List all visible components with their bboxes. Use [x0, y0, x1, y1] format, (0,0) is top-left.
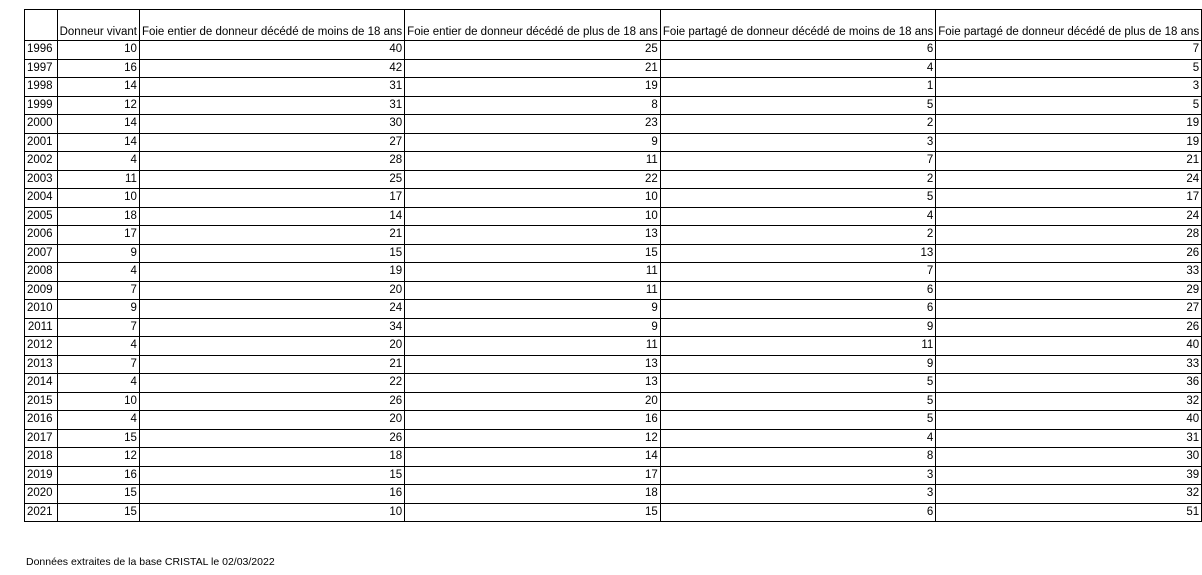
foie-partage-moins-18-cell: 1 — [660, 78, 935, 97]
foie-partage-plus-18-cell: 3 — [936, 78, 1202, 97]
foie-entier-plus-18-cell: 15 — [405, 244, 661, 263]
foie-entier-moins-18-cell: 26 — [139, 429, 404, 448]
year-cell: 2020 — [25, 485, 58, 504]
table-row — [25, 429, 1202, 448]
table-row — [25, 226, 1202, 245]
year-cell: 2015 — [25, 392, 58, 411]
donneur-vivant-cell: 10 — [57, 189, 139, 208]
foie-entier-moins-18-cell: 27 — [139, 133, 404, 152]
table-row — [25, 411, 1202, 430]
foie-partage-moins-18-cell: 3 — [660, 485, 935, 504]
foie-partage-moins-18-cell: 11 — [660, 337, 935, 356]
foie-entier-moins-18-cell: 15 — [139, 244, 404, 263]
year-cell: 2012 — [25, 337, 58, 356]
year-cell: 2001 — [25, 133, 58, 152]
foie-entier-plus-18-cell: 15 — [405, 503, 661, 522]
table-row — [25, 78, 1202, 97]
foie-entier-moins-18-cell: 14 — [139, 207, 404, 226]
table-row — [25, 485, 1202, 504]
foie-partage-moins-18-cell: 6 — [660, 300, 935, 319]
foie-entier-moins-18-cell: 20 — [139, 281, 404, 300]
table-row — [25, 281, 1202, 300]
year-cell: 2003 — [25, 170, 58, 189]
foie-partage-moins-18-cell: 6 — [660, 41, 935, 60]
donneur-vivant-cell: 14 — [57, 78, 139, 97]
donneur-vivant-cell: 15 — [57, 503, 139, 522]
foie-entier-moins-18-cell: 19 — [139, 263, 404, 282]
foie-partage-moins-18-cell: 7 — [660, 263, 935, 282]
donneur-vivant-cell: 7 — [57, 355, 139, 374]
foie-partage-moins-18-cell: 5 — [660, 189, 935, 208]
foie-entier-moins-18-cell: 42 — [139, 59, 404, 78]
foie-entier-plus-18-cell: 13 — [405, 226, 661, 245]
donneur-vivant-cell: 14 — [57, 133, 139, 152]
table-row — [25, 337, 1202, 356]
foie-entier-moins-18-cell: 30 — [139, 115, 404, 134]
header-row — [25, 10, 1202, 41]
foie-entier-plus-18-cell: 19 — [405, 78, 661, 97]
donneur-vivant-cell: 7 — [57, 318, 139, 337]
foie-partage-moins-18-cell: 9 — [660, 355, 935, 374]
header-foie-partage-plus-18: Foie partagé de donneur décédé de plus de 18 ans — [936, 10, 1202, 41]
foie-entier-moins-18-cell: 31 — [139, 96, 404, 115]
foie-entier-moins-18-cell: 24 — [139, 300, 404, 319]
foie-entier-plus-18-cell: 21 — [405, 59, 661, 78]
source-footnote: Données extraites de la base CRISTAL le 02/03/2022 — [26, 556, 275, 568]
foie-partage-moins-18-cell: 3 — [660, 466, 935, 485]
foie-partage-plus-18-cell: 17 — [936, 189, 1202, 208]
donneur-vivant-cell: 4 — [57, 152, 139, 171]
year-cell: 2016 — [25, 411, 58, 430]
foie-entier-plus-18-cell: 9 — [405, 318, 661, 337]
year-cell: 2005 — [25, 207, 58, 226]
donneur-vivant-cell: 12 — [57, 448, 139, 467]
foie-partage-moins-18-cell: 4 — [660, 429, 935, 448]
table-row — [25, 41, 1202, 60]
foie-entier-plus-18-cell: 8 — [405, 96, 661, 115]
foie-entier-plus-18-cell: 11 — [405, 152, 661, 171]
table-row — [25, 96, 1202, 115]
foie-partage-plus-18-cell: 29 — [936, 281, 1202, 300]
header-foie-entier-moins-18: Foie entier de donneur décédé de moins de 18 ans — [139, 10, 404, 41]
table-row — [25, 244, 1202, 263]
donneur-vivant-cell: 18 — [57, 207, 139, 226]
foie-entier-moins-18-cell: 21 — [139, 355, 404, 374]
foie-entier-plus-18-cell: 17 — [405, 466, 661, 485]
header-corner — [25, 10, 58, 41]
foie-entier-plus-18-cell: 13 — [405, 374, 661, 393]
year-cell: 2021 — [25, 503, 58, 522]
table-row — [25, 59, 1202, 78]
year-cell: 2019 — [25, 466, 58, 485]
foie-partage-moins-18-cell: 6 — [660, 281, 935, 300]
header-foie-entier-plus-18: Foie entier de donneur décédé de plus de 18 ans — [405, 10, 661, 41]
donneur-vivant-cell: 4 — [57, 411, 139, 430]
foie-entier-moins-18-cell: 21 — [139, 226, 404, 245]
foie-partage-moins-18-cell: 4 — [660, 59, 935, 78]
foie-entier-moins-18-cell: 17 — [139, 189, 404, 208]
foie-partage-plus-18-cell: 33 — [936, 263, 1202, 282]
year-cell: 1999 — [25, 96, 58, 115]
table-row — [25, 207, 1202, 226]
donneur-vivant-cell: 12 — [57, 96, 139, 115]
foie-partage-moins-18-cell: 2 — [660, 115, 935, 134]
foie-partage-moins-18-cell: 13 — [660, 244, 935, 263]
table-row — [25, 503, 1202, 522]
donneur-vivant-cell: 9 — [57, 244, 139, 263]
donneur-vivant-cell: 10 — [57, 41, 139, 60]
table-row — [25, 466, 1202, 485]
foie-partage-plus-18-cell: 28 — [936, 226, 1202, 245]
foie-entier-moins-18-cell: 34 — [139, 318, 404, 337]
foie-entier-plus-18-cell: 20 — [405, 392, 661, 411]
foie-entier-moins-18-cell: 15 — [139, 466, 404, 485]
foie-partage-moins-18-cell: 5 — [660, 96, 935, 115]
year-cell: 2007 — [25, 244, 58, 263]
table-row — [25, 374, 1202, 393]
donneur-vivant-cell: 11 — [57, 170, 139, 189]
foie-entier-plus-18-cell: 11 — [405, 337, 661, 356]
foie-partage-moins-18-cell: 2 — [660, 170, 935, 189]
year-cell: 1997 — [25, 59, 58, 78]
year-cell: 2017 — [25, 429, 58, 448]
donneur-vivant-cell: 15 — [57, 429, 139, 448]
year-cell: 2002 — [25, 152, 58, 171]
foie-partage-moins-18-cell: 9 — [660, 318, 935, 337]
foie-partage-plus-18-cell: 5 — [936, 59, 1202, 78]
foie-partage-plus-18-cell: 33 — [936, 355, 1202, 374]
table-row — [25, 152, 1202, 171]
donneur-vivant-cell: 17 — [57, 226, 139, 245]
foie-partage-plus-18-cell: 24 — [936, 207, 1202, 226]
foie-entier-plus-18-cell: 25 — [405, 41, 661, 60]
foie-partage-plus-18-cell: 26 — [936, 318, 1202, 337]
foie-entier-plus-18-cell: 18 — [405, 485, 661, 504]
donneur-vivant-cell: 16 — [57, 59, 139, 78]
foie-entier-plus-18-cell: 12 — [405, 429, 661, 448]
liver-transplant-table — [24, 9, 1202, 522]
foie-partage-moins-18-cell: 8 — [660, 448, 935, 467]
donneur-vivant-cell: 7 — [57, 281, 139, 300]
foie-partage-moins-18-cell: 2 — [660, 226, 935, 245]
table-row — [25, 170, 1202, 189]
foie-entier-moins-18-cell: 28 — [139, 152, 404, 171]
foie-entier-moins-18-cell: 22 — [139, 374, 404, 393]
foie-entier-moins-18-cell: 31 — [139, 78, 404, 97]
foie-entier-plus-18-cell: 10 — [405, 207, 661, 226]
year-cell: 2018 — [25, 448, 58, 467]
table-row — [25, 133, 1202, 152]
donneur-vivant-cell: 4 — [57, 337, 139, 356]
donneur-vivant-cell: 9 — [57, 300, 139, 319]
table-row — [25, 263, 1202, 282]
table-header — [25, 10, 1202, 41]
foie-entier-moins-18-cell: 26 — [139, 392, 404, 411]
foie-entier-plus-18-cell: 9 — [405, 133, 661, 152]
foie-partage-plus-18-cell: 19 — [936, 115, 1202, 134]
table-row — [25, 448, 1202, 467]
foie-partage-moins-18-cell: 5 — [660, 411, 935, 430]
foie-partage-plus-18-cell: 32 — [936, 485, 1202, 504]
donneur-vivant-cell: 15 — [57, 485, 139, 504]
year-cell: 2000 — [25, 115, 58, 134]
header-donneur-vivant: Donneur vivant — [57, 10, 139, 41]
year-cell: 2014 — [25, 374, 58, 393]
year-cell: 2013 — [25, 355, 58, 374]
foie-partage-plus-18-cell: 21 — [936, 152, 1202, 171]
foie-partage-plus-18-cell: 40 — [936, 411, 1202, 430]
year-cell: 2010 — [25, 300, 58, 319]
year-cell: 1996 — [25, 41, 58, 60]
year-cell: 2008 — [25, 263, 58, 282]
foie-partage-moins-18-cell: 4 — [660, 207, 935, 226]
foie-partage-plus-18-cell: 26 — [936, 244, 1202, 263]
donneur-vivant-cell: 16 — [57, 466, 139, 485]
foie-partage-moins-18-cell: 5 — [660, 374, 935, 393]
foie-entier-moins-18-cell: 20 — [139, 411, 404, 430]
foie-partage-plus-18-cell: 30 — [936, 448, 1202, 467]
foie-partage-plus-18-cell: 39 — [936, 466, 1202, 485]
foie-entier-moins-18-cell: 10 — [139, 503, 404, 522]
donneur-vivant-cell: 10 — [57, 392, 139, 411]
foie-entier-moins-18-cell: 16 — [139, 485, 404, 504]
foie-partage-plus-18-cell: 7 — [936, 41, 1202, 60]
year-cell: 2004 — [25, 189, 58, 208]
table-row — [25, 392, 1202, 411]
foie-entier-plus-18-cell: 22 — [405, 170, 661, 189]
foie-entier-moins-18-cell: 40 — [139, 41, 404, 60]
foie-partage-plus-18-cell: 51 — [936, 503, 1202, 522]
year-cell: 2011 — [25, 318, 58, 337]
foie-entier-plus-18-cell: 23 — [405, 115, 661, 134]
foie-entier-plus-18-cell: 11 — [405, 281, 661, 300]
table-row — [25, 189, 1202, 208]
table-row — [25, 355, 1202, 374]
foie-entier-plus-18-cell: 14 — [405, 448, 661, 467]
foie-entier-moins-18-cell: 18 — [139, 448, 404, 467]
foie-partage-moins-18-cell: 5 — [660, 392, 935, 411]
foie-partage-moins-18-cell: 3 — [660, 133, 935, 152]
foie-partage-plus-18-cell: 5 — [936, 96, 1202, 115]
foie-entier-plus-18-cell: 9 — [405, 300, 661, 319]
year-cell: 1998 — [25, 78, 58, 97]
foie-partage-plus-18-cell: 32 — [936, 392, 1202, 411]
year-cell: 2009 — [25, 281, 58, 300]
foie-partage-plus-18-cell: 36 — [936, 374, 1202, 393]
foie-entier-plus-18-cell: 16 — [405, 411, 661, 430]
foie-entier-plus-18-cell: 11 — [405, 263, 661, 282]
table-row — [25, 318, 1202, 337]
foie-partage-plus-18-cell: 40 — [936, 337, 1202, 356]
foie-entier-moins-18-cell: 25 — [139, 170, 404, 189]
foie-partage-plus-18-cell: 31 — [936, 429, 1202, 448]
donneur-vivant-cell: 4 — [57, 374, 139, 393]
table-row — [25, 115, 1202, 134]
foie-partage-plus-18-cell: 27 — [936, 300, 1202, 319]
foie-partage-plus-18-cell: 24 — [936, 170, 1202, 189]
table-body — [25, 41, 1202, 522]
foie-entier-plus-18-cell: 10 — [405, 189, 661, 208]
header-foie-partage-moins-18: Foie partagé de donneur décédé de moins de 18 ans — [660, 10, 935, 41]
donneur-vivant-cell: 4 — [57, 263, 139, 282]
foie-partage-plus-18-cell: 19 — [936, 133, 1202, 152]
foie-entier-moins-18-cell: 20 — [139, 337, 404, 356]
donneur-vivant-cell: 14 — [57, 115, 139, 134]
foie-partage-moins-18-cell: 7 — [660, 152, 935, 171]
year-cell: 2006 — [25, 226, 58, 245]
table-row — [25, 300, 1202, 319]
foie-entier-plus-18-cell: 13 — [405, 355, 661, 374]
foie-partage-moins-18-cell: 6 — [660, 503, 935, 522]
